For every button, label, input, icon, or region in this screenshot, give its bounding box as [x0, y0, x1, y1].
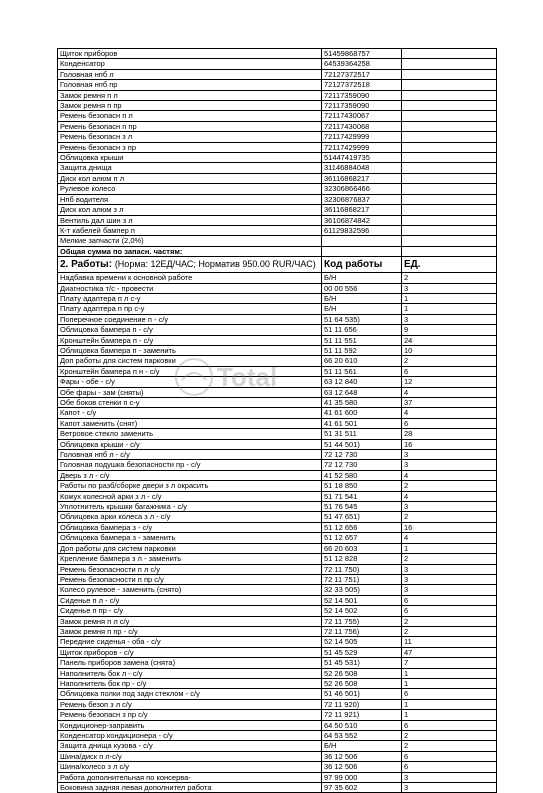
work-name: Плату адаптера п л с-у [58, 293, 322, 303]
works-row [58, 595, 497, 605]
work-units: 1 [402, 543, 497, 553]
works-row [58, 751, 497, 761]
works-row [58, 356, 497, 366]
work-name: Конденсатор кондиционера - с/у [58, 731, 322, 741]
work-units: 2 [402, 554, 497, 564]
work-code: 66 20 603 [322, 543, 402, 553]
work-code: 52 14 502 [322, 606, 402, 616]
part-code: 32306866466 [322, 184, 402, 194]
work-units: 4 [402, 470, 497, 480]
part-name: Ремень безопасн з пр [58, 142, 322, 152]
works-row [58, 377, 497, 387]
works-row [58, 533, 497, 543]
part-name: Облицовка крыши [58, 153, 322, 163]
works-row [58, 387, 497, 397]
works-row [58, 470, 497, 480]
work-name: Облицовка бампера п - заменить [58, 345, 322, 355]
work-name: Облицовка полки под задн стеклом - с/у [58, 689, 322, 699]
works-row [58, 658, 497, 668]
part-empty-cell [402, 184, 497, 194]
works-row [58, 429, 497, 439]
parts-row [58, 184, 497, 194]
work-name: Фары - обе - с/у [58, 377, 322, 387]
work-name: Головная подушка безопасности пр - с/у [58, 460, 322, 470]
work-units: 2 [402, 626, 497, 636]
parts-row [58, 101, 497, 111]
work-units: 2 [402, 741, 497, 751]
work-units: 4 [402, 387, 497, 397]
part-name: Вентиль дал шин з л [58, 215, 322, 225]
work-name: Крепление бампера з л - заменить [58, 554, 322, 564]
part-name: Диск кол алюм з л [58, 205, 322, 215]
works-row [58, 408, 497, 418]
work-units: 3 [402, 564, 497, 574]
work-name: Головная нпб л - с/у [58, 450, 322, 460]
work-units: 47 [402, 647, 497, 657]
work-code: 64 50 510 [322, 720, 402, 730]
work-name: Работы по разб/сборке двери з л окрасить [58, 481, 322, 491]
part-empty-cell [402, 132, 497, 142]
work-code: 32 33 505) [322, 585, 402, 595]
work-code: 51 18 850 [322, 481, 402, 491]
work-units: 37 [402, 398, 497, 408]
work-units: 6 [402, 606, 497, 616]
part-name: Диск кол алюм п л [58, 173, 322, 183]
works-row [58, 273, 497, 283]
work-name: Кожух колесной арки з л - с/у [58, 491, 322, 501]
works-row [58, 668, 497, 678]
work-code: 66 20 610 [322, 356, 402, 366]
works-row [58, 522, 497, 532]
work-code: 51 46 501) [322, 689, 402, 699]
parts-row [58, 111, 497, 121]
part-empty-cell [402, 163, 497, 173]
work-name: Ремень безопасн з пр с/у [58, 710, 322, 720]
part-name: Щиток приборов [58, 49, 322, 59]
part-empty-cell [402, 59, 497, 69]
part-name: Головная нпб пр [58, 80, 322, 90]
work-code: 51 45 529 [322, 647, 402, 657]
work-name: Ветровое стекло заменить [58, 429, 322, 439]
work-code: Б/Н [322, 293, 402, 303]
parts-row [58, 90, 497, 100]
work-code: 51 12 828 [322, 554, 402, 564]
work-code: 00 00 556 [322, 283, 402, 293]
work-name: Замок ремня п л с/у [58, 616, 322, 626]
works-row [58, 699, 497, 709]
work-name: Работа дополнительная по консерва- [58, 772, 322, 782]
work-name: Облицовка бампера з - заменить [58, 533, 322, 543]
work-code: 72 11 756) [322, 626, 402, 636]
part-code: 72117359090 [322, 101, 402, 111]
part-name: К-т кабелей бампер п [58, 225, 322, 235]
work-units: 1 [402, 710, 497, 720]
part-name: Ремень безопасн п л [58, 111, 322, 121]
work-name: Ремень безоп з л с/у [58, 699, 322, 709]
work-name: Ремень безопасности п л с/у [58, 564, 322, 574]
work-name: Уплотнитель крышки багажника - с/у [58, 502, 322, 512]
works-row [58, 689, 497, 699]
part-code: 36116868217 [322, 205, 402, 215]
part-name: Рулевое колесо [58, 184, 322, 194]
works-title: 2. Работы: [60, 259, 113, 271]
work-units: 1 [402, 678, 497, 688]
work-units: 4 [402, 533, 497, 543]
work-name: Панель приборов замена (снята) [58, 658, 322, 668]
work-units: 4 [402, 491, 497, 501]
part-empty-cell [402, 205, 497, 215]
works-row [58, 647, 497, 657]
work-code: 72 11 750) [322, 564, 402, 574]
part-empty-cell [402, 142, 497, 152]
works-row [58, 783, 497, 793]
work-code: 63 12 648 [322, 387, 402, 397]
work-units: 3 [402, 283, 497, 293]
work-name: Поперечное соединение п - с/у [58, 314, 322, 324]
work-name: Боковина задняя левая дополнител работа [58, 783, 322, 793]
work-units: 16 [402, 522, 497, 532]
works-row [58, 616, 497, 626]
work-units: 6 [402, 720, 497, 730]
work-code: 51 11 656 [322, 325, 402, 335]
work-code: 36 12 506 [322, 751, 402, 761]
work-units: 2 [402, 356, 497, 366]
work-name: Обе боков стенки п с-у [58, 398, 322, 408]
parts-row [58, 80, 497, 90]
work-units: 6 [402, 418, 497, 428]
work-code: 51 11 551 [322, 335, 402, 345]
work-units: 3 [402, 450, 497, 460]
parts-row [58, 142, 497, 152]
work-units: 24 [402, 335, 497, 345]
works-row [58, 512, 497, 522]
work-code: 51 76 545 [322, 502, 402, 512]
work-name: Доп работы для систем парковки [58, 356, 322, 366]
work-code: 97 35 602 [322, 783, 402, 793]
work-name: Передние сиденья - оба - с/у [58, 637, 322, 647]
works-row [58, 585, 497, 595]
work-units: 2 [402, 616, 497, 626]
part-code: 72117429999 [322, 142, 402, 152]
parts-row [58, 132, 497, 142]
work-code: 41 35 580 [322, 398, 402, 408]
works-row [58, 345, 497, 355]
work-code: 36 12 506 [322, 762, 402, 772]
work-code: 41 61 501 [322, 418, 402, 428]
work-units: 1 [402, 699, 497, 709]
part-name: Головная нпб л [58, 69, 322, 79]
works-row [58, 637, 497, 647]
works-row [58, 574, 497, 584]
works-header-row [58, 257, 497, 273]
work-code: Б/Н [322, 741, 402, 751]
part-code: 51459868757 [322, 49, 402, 59]
part-name: Ремень безопасн з л [58, 132, 322, 142]
part-code [322, 236, 402, 246]
parts-row [58, 173, 497, 183]
work-name: Замок ремня п пр - с/у [58, 626, 322, 636]
work-name: Доп работы для систем парковки [58, 543, 322, 553]
part-code: 72117429999 [322, 132, 402, 142]
works-row [58, 304, 497, 314]
parts-total-row [58, 246, 497, 256]
part-code: 72117430067 [322, 111, 402, 121]
work-name: Дверь з л - с/у [58, 470, 322, 480]
work-code: 51 45 531) [322, 658, 402, 668]
part-empty-cell [402, 194, 497, 204]
parts-row [58, 194, 497, 204]
part-empty-cell [402, 49, 497, 59]
parts-row [58, 69, 497, 79]
work-units: 3 [402, 574, 497, 584]
part-code: 72117430068 [322, 121, 402, 131]
part-code: 36106874842 [322, 215, 402, 225]
work-name: Капот заменить (снят) [58, 418, 322, 428]
part-empty-cell [402, 225, 497, 235]
parts-row [58, 49, 497, 59]
work-units: 16 [402, 439, 497, 449]
work-code: 51 12 656 [322, 522, 402, 532]
work-units: 3 [402, 502, 497, 512]
work-name: Облицовка бампера з - с/у [58, 522, 322, 532]
part-empty-cell [402, 153, 497, 163]
work-name: Колесо рулевое - заменить (снято) [58, 585, 322, 595]
work-units: 1 [402, 293, 497, 303]
works-row [58, 283, 497, 293]
work-code: 51 71 541 [322, 491, 402, 501]
work-code: 51 47 651) [322, 512, 402, 522]
work-units: 3 [402, 585, 497, 595]
work-code: 52 14 505 [322, 637, 402, 647]
works-row [58, 502, 497, 512]
works-row [58, 720, 497, 730]
part-code: 51447419735 [322, 153, 402, 163]
work-code: 72 12 730 [322, 450, 402, 460]
parts-total-label: Общая сумма по запасн. частям: [58, 246, 322, 256]
work-units: 2 [402, 481, 497, 491]
work-name: Плату адаптера п пр с-у [58, 304, 322, 314]
work-units: 11 [402, 637, 497, 647]
works-row [58, 460, 497, 470]
works-row [58, 564, 497, 574]
work-name: Сиденье п л - с/у [58, 595, 322, 605]
works-row [58, 741, 497, 751]
part-name: Замок ремня п л [58, 90, 322, 100]
works-row [58, 606, 497, 616]
part-code: 72117359090 [322, 90, 402, 100]
works-row [58, 314, 497, 324]
part-code: 31146884048 [322, 163, 402, 173]
part-name: Нпб водителя [58, 194, 322, 204]
work-code: Б/Н [322, 304, 402, 314]
work-code: 64 53 552 [322, 731, 402, 741]
part-name: Ремень безопасн п пр [58, 121, 322, 131]
work-units: 9 [402, 325, 497, 335]
work-name: Облицовка арки колеса з л - с/у [58, 512, 322, 522]
estimate-table [57, 48, 497, 793]
works-row [58, 325, 497, 335]
work-code: 51 64 535) [322, 314, 402, 324]
part-code: 72127372518 [322, 80, 402, 90]
work-units: 6 [402, 595, 497, 605]
work-units: 6 [402, 762, 497, 772]
work-code: 72 12 730 [322, 460, 402, 470]
estimate-sheet [57, 48, 496, 793]
work-name: Кронштейн бампера п - с/у [58, 335, 322, 345]
work-code: 52 14 501 [322, 595, 402, 605]
work-code: 72 11 755) [322, 616, 402, 626]
work-name: Облицовка крыши - с/у [58, 439, 322, 449]
work-code: 52 26 508 [322, 668, 402, 678]
works-units-col-header: ЕД. [402, 257, 497, 273]
works-row [58, 626, 497, 636]
work-code: 41 61 600 [322, 408, 402, 418]
parts-row [58, 215, 497, 225]
part-empty-cell [402, 236, 497, 246]
work-units: 6 [402, 689, 497, 699]
works-row [58, 731, 497, 741]
work-code: 51 31 511 [322, 429, 402, 439]
part-code: 61129832596 [322, 225, 402, 235]
work-code: 72 11 751) [322, 574, 402, 584]
part-code: 36116868217 [322, 173, 402, 183]
work-units: 3 [402, 314, 497, 324]
work-name: Кондиционер-заправить [58, 720, 322, 730]
parts-row [58, 59, 497, 69]
work-code: Б/Н [322, 273, 402, 283]
works-row [58, 481, 497, 491]
work-name: Диагностика т/с - провести [58, 283, 322, 293]
works-row [58, 293, 497, 303]
work-units: 2 [402, 512, 497, 522]
work-code: 51 11 561 [322, 366, 402, 376]
work-name: Наполнитель бок л - с/у [58, 668, 322, 678]
part-name: Защита днища [58, 163, 322, 173]
work-units: 4 [402, 408, 497, 418]
work-code: 63 12 840 [322, 377, 402, 387]
work-name: Ремень безопасности п пр с/у [58, 574, 322, 584]
work-units: 6 [402, 751, 497, 761]
work-code: 41 52 580 [322, 470, 402, 480]
part-empty-cell [402, 90, 497, 100]
works-row [58, 772, 497, 782]
work-units: 3 [402, 460, 497, 470]
part-name: Замок ремня п пр [58, 101, 322, 111]
work-units: 12 [402, 377, 497, 387]
work-units: 10 [402, 345, 497, 355]
work-code: 52 26 508 [322, 678, 402, 688]
parts-row [58, 163, 497, 173]
work-name: Шина/колесо з л с/у [58, 762, 322, 772]
work-units: 3 [402, 772, 497, 782]
work-units: 2 [402, 731, 497, 741]
work-units: 1 [402, 668, 497, 678]
part-code: 32306876837 [322, 194, 402, 204]
work-units: 3 [402, 783, 497, 793]
works-rate: (Норма: 12ЕД/ЧАС; Норматив 950.00 RUR/ЧАС) [114, 259, 316, 270]
part-empty-cell [402, 121, 497, 131]
work-units: 28 [402, 429, 497, 439]
parts-total-value [322, 246, 402, 256]
part-name: Мелкие запчасти (2,0%) [58, 236, 322, 246]
works-row [58, 710, 497, 720]
work-name: Защита днища кузова - с/у [58, 741, 322, 751]
works-row [58, 543, 497, 553]
works-row [58, 335, 497, 345]
parts-section [58, 49, 497, 247]
work-code: 72 11 920) [322, 699, 402, 709]
part-code: 72127372517 [322, 69, 402, 79]
works-row [58, 439, 497, 449]
work-name: Обе фары - зам (сняты) [58, 387, 322, 397]
work-name: Капот - с/у [58, 408, 322, 418]
work-name: Щиток приборов - с/у [58, 647, 322, 657]
work-code: 51 12 657 [322, 533, 402, 543]
part-empty-cell [402, 101, 497, 111]
work-units: 1 [402, 304, 497, 314]
part-empty-cell [402, 80, 497, 90]
works-header [58, 257, 322, 273]
parts-total-section [58, 246, 497, 272]
works-row [58, 418, 497, 428]
parts-row [58, 153, 497, 163]
work-name: Шина/диск п л-с/у [58, 751, 322, 761]
part-empty-cell [402, 111, 497, 121]
work-name: Кронштейн бампера п н - с/у [58, 366, 322, 376]
works-row [58, 554, 497, 564]
parts-row [58, 225, 497, 235]
work-units: 6 [402, 366, 497, 376]
work-name: Облицовка бампера п - с/у [58, 325, 322, 335]
works-row [58, 366, 497, 376]
work-name: Надбавка времени к основной работе [58, 273, 322, 283]
parts-row [58, 121, 497, 131]
work-code: 97 99 000 [322, 772, 402, 782]
part-name: Конденсатор [58, 59, 322, 69]
work-name: Наполнитель бок пр - с/у [58, 678, 322, 688]
works-row [58, 678, 497, 688]
parts-row [58, 205, 497, 215]
works-row [58, 398, 497, 408]
watermark-text: Total [217, 362, 278, 392]
work-units: 2 [402, 273, 497, 283]
work-code: 51 44 501) [322, 439, 402, 449]
works-row [58, 762, 497, 772]
work-code: 72 11 921) [322, 710, 402, 720]
part-empty-cell [402, 173, 497, 183]
works-code-col-header: Код работы [322, 257, 402, 273]
work-name: Сиденье п пр - с/у [58, 606, 322, 616]
part-code: 64539364258 [322, 59, 402, 69]
works-section [58, 273, 497, 793]
part-empty-cell [402, 215, 497, 225]
part-empty-cell [402, 69, 497, 79]
works-row [58, 491, 497, 501]
works-row [58, 450, 497, 460]
parts-row [58, 236, 497, 246]
work-code: 51 11 592 [322, 345, 402, 355]
work-units: 7 [402, 658, 497, 668]
